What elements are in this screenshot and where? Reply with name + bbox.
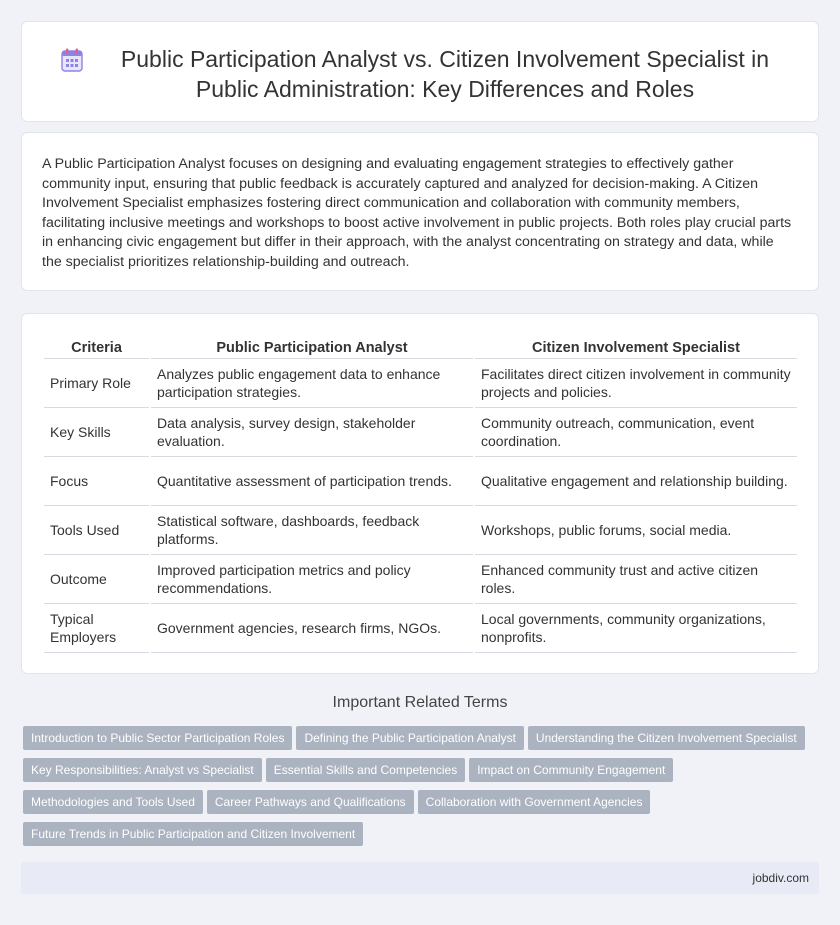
specialist-cell: Community outreach, communication, event coordination. (475, 408, 797, 457)
criteria-cell: Tools Used (44, 506, 149, 555)
related-term-tag[interactable]: Career Pathways and Qualifications (207, 790, 414, 814)
analyst-cell: Statistical software, dashboards, feedback platforms. (151, 506, 473, 555)
specialist-cell: Workshops, public forums, social media. (475, 506, 797, 555)
table-row (44, 359, 797, 408)
related-term-tag[interactable]: Defining the Public Participation Analyst (296, 726, 523, 750)
analyst-cell: Analyzes public engagement data to enhance participation strategies. (151, 359, 473, 408)
criteria-cell: Typical Employers (44, 604, 149, 653)
table-header-row (44, 334, 797, 359)
criteria-cell: Focus (44, 457, 149, 506)
intro-paragraph: A Public Participation Analyst focuses on designing and evaluating engagement strategies to effectively gather community input, ensuring that public feedback is accurately captured and analyzed for decision-making. A Citizen Involvement Specialist emphasizes fostering direct communication and collaboration with community members, facilitating inclusive meetings and workshops to boost active involvement in public projects. Both roles play crucial parts in enhancing civic engagement but differ in their approach, with the analyst concentrating on strategy and data, while the specialist prioritizes relationship-building and outreach. (42, 156, 792, 270)
header-specialist: Citizen Involvement Specialist (475, 334, 797, 359)
related-term-tag[interactable]: Future Trends in Public Participation and Citizen Involvement (23, 822, 363, 846)
related-term-tag[interactable]: Methodologies and Tools Used (23, 790, 203, 814)
related-terms-list (23, 726, 823, 854)
related-term-tag[interactable]: Essential Skills and Competencies (266, 758, 465, 782)
table-row (44, 604, 797, 653)
tag-row (23, 790, 823, 822)
intro-card (21, 132, 819, 291)
tag-row (23, 726, 823, 758)
related-term-tag[interactable]: Key Responsibilities: Analyst vs Specialist (23, 758, 262, 782)
specialist-cell: Qualitative engagement and relationship building. (475, 457, 797, 506)
related-term-tag[interactable]: Understanding the Citizen Involvement Specialist (528, 726, 805, 750)
footer-site-link[interactable]: jobdiv.com (752, 871, 809, 885)
specialist-cell: Facilitates direct citizen involvement in community projects and policies. (475, 359, 797, 408)
title-card (21, 21, 819, 122)
analyst-cell: Quantitative assessment of participation trends. (151, 457, 473, 506)
page-title: Public Participation Analyst vs. Citizen Involvement Specialist in Public Administration: Key Differences and Roles (120, 46, 770, 102)
comparison-table (42, 334, 799, 653)
table-row (44, 506, 797, 555)
related-term-tag[interactable]: Introduction to Public Sector Participation Roles (23, 726, 292, 750)
footer (21, 862, 819, 894)
document-icon (61, 48, 83, 72)
header-analyst: Public Participation Analyst (151, 334, 473, 359)
title-row (22, 22, 818, 121)
header-criteria: Criteria (44, 334, 149, 359)
table-row (44, 555, 797, 604)
related-term-tag[interactable]: Impact on Community Engagement (469, 758, 673, 782)
criteria-cell: Primary Role (44, 359, 149, 408)
tag-row (23, 758, 823, 790)
analyst-cell: Government agencies, research firms, NGOs. (151, 604, 473, 653)
tag-row (23, 822, 823, 854)
analyst-cell: Data analysis, survey design, stakeholder evaluation. (151, 408, 473, 457)
comparison-table-card (21, 313, 819, 674)
related-term-tag[interactable]: Collaboration with Government Agencies (418, 790, 651, 814)
table-row (44, 408, 797, 457)
specialist-cell: Enhanced community trust and active citizen roles. (475, 555, 797, 604)
analyst-cell: Improved participation metrics and policy recommendations. (151, 555, 473, 604)
criteria-cell: Outcome (44, 555, 149, 604)
related-terms-heading: Important Related Terms (332, 694, 508, 711)
specialist-cell: Local governments, community organizations, nonprofits. (475, 604, 797, 653)
table-row (44, 457, 797, 506)
criteria-cell: Key Skills (44, 408, 149, 457)
